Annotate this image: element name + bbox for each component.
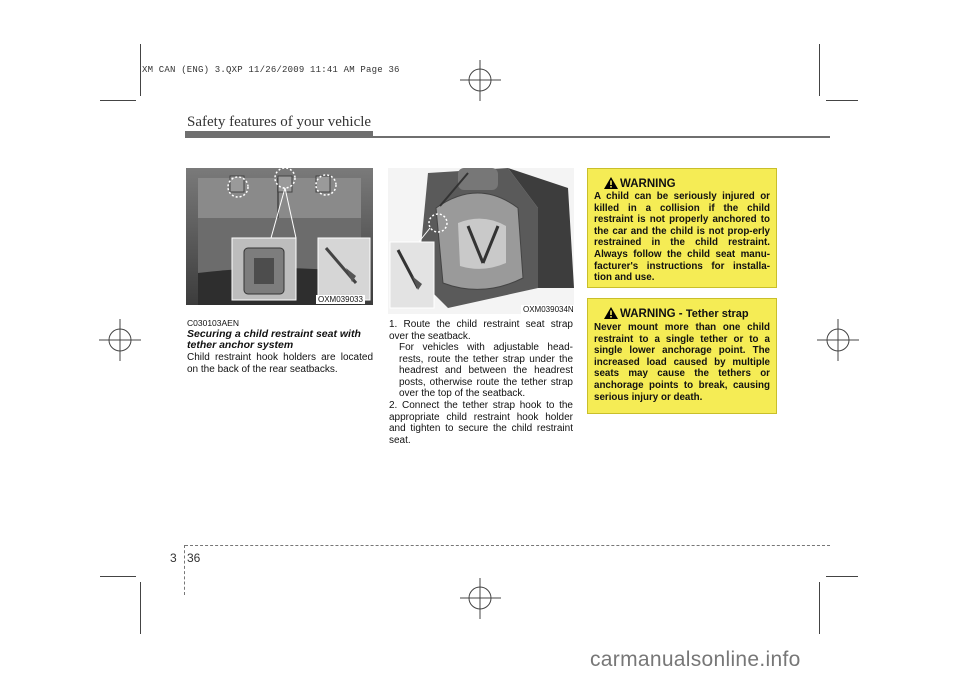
section-id: C030103AEN xyxy=(187,318,239,328)
warning-triangle-icon xyxy=(604,307,618,319)
site-watermark: carmanualsonline.info xyxy=(590,648,801,671)
registration-mark-top xyxy=(460,60,502,102)
warning-triangle-icon xyxy=(604,177,618,189)
cargo-area-illustration xyxy=(186,168,373,305)
footer-rule xyxy=(185,545,830,546)
section-body: Child restraint hook holders are located on the back of the rear seatbacks. xyxy=(187,352,373,375)
figure-1-code: OXM039033 xyxy=(318,295,363,304)
figure-cargo-area xyxy=(186,168,373,305)
warning-2-subheading: Tether strap xyxy=(685,308,749,320)
registration-mark-bottom xyxy=(460,578,502,620)
page-title: Safety features of your vehicle xyxy=(187,114,372,130)
step-1-note: For vehicles with adjustable head-rests, route the tether strap under the headrest and between the headrest posts, otherwise route the tether strap over the top of the seatback. xyxy=(399,342,573,399)
registration-mark-right xyxy=(817,319,859,361)
warning-box-2 xyxy=(587,298,777,414)
header-rule xyxy=(185,136,830,138)
registration-mark-left xyxy=(99,319,141,361)
warning-2-label: WARNING xyxy=(620,308,676,320)
warning-2-dash: - xyxy=(678,308,683,320)
chapter-number: 3 xyxy=(170,551,177,565)
footer-divider xyxy=(184,545,185,595)
warning-2-heading xyxy=(620,308,749,320)
figure-2-code: OXM039034N xyxy=(523,305,574,314)
warning-2-text: Never mount more than one child restraint to a single tether or to a single lower anchorage point. The increased load caused by multiple seats may cause the tethers or anchorage points to break, causing serious injury or death. xyxy=(594,322,770,403)
step-1: 1. Route the child restraint seat strap over the seatback. xyxy=(389,319,573,342)
step-2: 2. Connect the tether strap hook to the appropriate child restraint hook holder and tighten to secure the child restraint seat. xyxy=(389,400,573,446)
warning-box-1 xyxy=(587,168,777,288)
warning-1-heading: WARNING xyxy=(620,178,676,190)
page-number: 36 xyxy=(187,551,201,565)
figure-child-seat xyxy=(388,168,574,314)
child-seat-illustration xyxy=(388,168,574,314)
warning-1-text: A child can be seriously injured or killed in a collision if the child restraint is not properly anchored to the car and the child is not prop-erly restrained in the child restraint. Always follow the child seat manu-facturer's instructions for installa-tion and use. xyxy=(594,191,770,284)
section-title: Securing a child restraint seat with tether anchor system xyxy=(187,328,361,351)
print-slug: XM CAN (ENG) 3.QXP 11/26/2009 11:41 AM Page 36 xyxy=(142,65,400,75)
